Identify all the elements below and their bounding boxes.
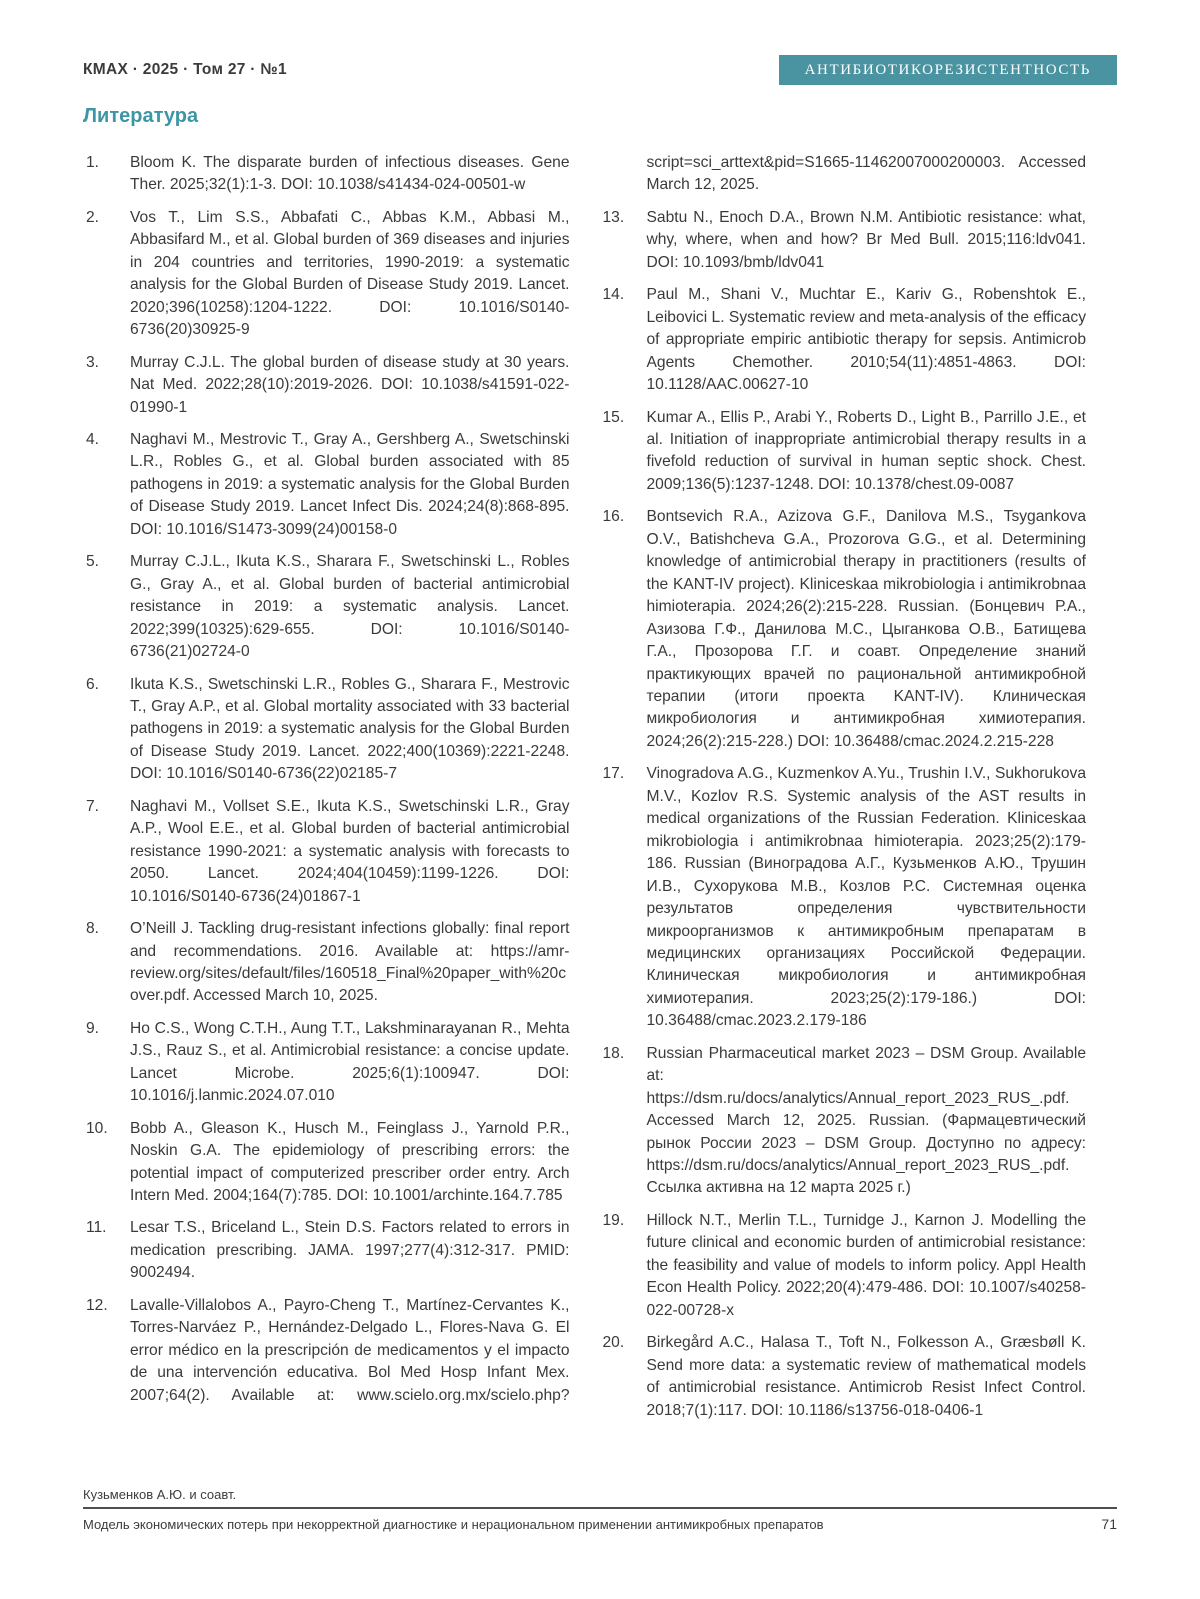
reference-item bbox=[86, 429, 570, 541]
reference-text: Kumar A., Ellis P., Arabi Y., Roberts D., Light B., Parrillo J.E., et al. Initiation of inappropriate antimicrobial therapy results in a fivefold reduction of survival in human septic shock. Chest. 2009;136(5):1237-1248. DOI: 10.1378/chest.09-0087 bbox=[646, 408, 1086, 493]
reference-text: Lavalle-Villalobos A., Payro-Cheng T., Martínez-Cervantes K., Torres-Narváez P., Hernández-Delgado L., Flores-Nava G. El error médico en la prescripción de medicamentos y el impacto de una intervención educativa. Bol Med Hosp Infant Mex. 2007;64(2). Available at: www.scielo.org.mx/scielo.php?script=sci_arttext&pid=S1665-11462007000200003. Accessed March 12, 2025. bbox=[130, 154, 1086, 1404]
running-authors: Кузьменков А.Ю. и соавт. bbox=[83, 1487, 237, 1502]
section-banner: АНТИБИОТИКОРЕЗИСТЕНТНОСТЬ bbox=[779, 55, 1117, 85]
reference-number: 3. bbox=[86, 353, 100, 371]
footer-divider bbox=[83, 1507, 1117, 1509]
reference-number: 2. bbox=[86, 208, 100, 226]
reference-text: O’Neill J. Tackling drug-resistant infections globally: final report and recommendations. 2016. Available at: https://amr-review.org/sites/default/files/160518_Final%20paper_with%20cover.pdf. Accessed March 10, 2025. bbox=[130, 920, 570, 1005]
references-heading: Литература bbox=[83, 105, 199, 127]
reference-item bbox=[86, 1118, 570, 1208]
reference-text: Paul M., Shani V., Muchtar E., Kariv G., Robenshtok E., Leibovici L. Systematic review and meta-analysis of the efficacy of appropriate empiric antibiotic therapy for sepsis. Antimicrob Agents Chemother. 2010;54(11):4851-4863. DOI: 10.1128/AAC.00627-10 bbox=[646, 286, 1086, 394]
reference-text: Bobb A., Gleason K., Husch M., Feinglass J., Yarnold P.R., Noskin G.A. The epidemiology of prescribing errors: the potential impact of computerized prescriber order entry. Arch Intern Med. 2004;164(7):785. DOI: 10.1001/archinte.164.7.785 bbox=[130, 1119, 570, 1205]
reference-text: Vinogradova A.G., Kuzmenkov A.Yu., Trushin I.V., Sukhorukova M.V., Kozlov R.S. Systemic analysis of the AST results in medical organizations of the Russian Federation. Kliniceskaa mikrobiologia i antimikrobnaa himioterapia. 2023;25(2):179-186. Russian (Виноградова А.Г., Кузьменков А.Ю., Трушин И.В., Сухорукова М.В., Козлов Р.С. Системная оценка результатов определения чувствительности микроорганизмов к антимикробным препаратам в медицинских организациях Российской Федерации. Клиническая микробиология и антимикробная химиотерапия. 2023;25(2):179-186.) DOI: 10.36488/cmac.2023.2.179-186 bbox=[646, 765, 1086, 1030]
reference-text: Hillock N.T., Merlin T.L., Turnidge J., Karnon J. Modelling the future clinical and economic burden of antimicrobial resistance: the feasibility and value of models to inform policy. Appl Health Econ Health Policy. 2022;20(4):479-486. DOI: 10.1007/s40258-022-00728-x bbox=[646, 1211, 1086, 1319]
reference-number: 6. bbox=[86, 675, 100, 693]
reference-number: 5. bbox=[86, 553, 100, 571]
reference-text: Lesar T.S., Briceland L., Stein D.S. Factors related to errors in medication prescribing. JAMA. 1997;277(4):312-317. PMID: 9002494. bbox=[130, 1219, 570, 1282]
reference-text: Bontsevich R.A., Azizova G.F., Danilova M.S., Tsygankova O.V., Batishcheva G.A., Prozorova G.G., et al. Determining knowledge of antimicrobial therapy in practitioners (results of the KANT-IV project). Kliniceskaa mikrobiologia i antimikrobnaa himioterapia. 2024;26(2):215-228. Russian. (Бонцевич Р.А., Азизова Г.Ф., Данилова М.С., Цыганкова О.В., Батищева Г.А., Прозорова Г.Г. и соавт. Определение знаний практикующих врачей по рациональной антимикробной терапии (итоги проекта KANT-IV). Клиническая микробиология и антимикробная химиотерапия. 2024;26(2):215-228.) DOI: 10.36488/cmac.2024.2.215-228 bbox=[646, 508, 1086, 750]
reference-text: Vos T., Lim S.S., Abbafati C., Abbas K.M., Abbasi M., Abbasifard M., et al. Global burden of 369 diseases and injuries in 204 countries and territories, 1990-2019: a systematic analysis for the Global Burden of Disease Study 2019. Lancet. 2020;396(10258):1204-1222. DOI: 10.1016/S0140-6736(20)30925-9 bbox=[130, 208, 570, 339]
reference-number: 7. bbox=[86, 797, 100, 815]
reference-number: 1. bbox=[86, 154, 100, 171]
reference-text: Murray C.J.L. The global burden of disease study at 30 years. Nat Med. 2022;28(10):2019-2026. DOI: 10.1038/s41591-022-01990-1 bbox=[130, 353, 570, 416]
reference-item bbox=[603, 407, 1087, 497]
reference-number: 4. bbox=[86, 430, 100, 448]
reference-item bbox=[603, 1210, 1087, 1322]
reference-number: 14. bbox=[602, 286, 625, 304]
reference-item bbox=[603, 284, 1087, 396]
page-header bbox=[83, 55, 1117, 85]
reference-text: Ikuta K.S., Swetschinski L.R., Robles G., Sharara F., Mestrovic T., Gray A.P., et al. Global mortality associated with 33 bacterial pathogens in 2019: a systematic analysis for the Global Burden of Disease Study 2019. Lancet. 2022;400(10369):2221-2248. DOI: 10.1016/S0140-6736(22)02185-7 bbox=[130, 675, 570, 783]
reference-number: 9. bbox=[86, 1019, 100, 1037]
reference-item bbox=[86, 152, 570, 197]
reference-item bbox=[603, 207, 1087, 274]
reference-text: Naghavi M., Mestrovic T., Gray A., Gershberg A., Swetschinski L.R., Robles G., et al. Global burden associated with 85 pathogens in 2019: a systematic analysis for the Global Burden of Disease Study 2019. Lancet Infect Dis. 2024;24(8):868-895. DOI: 10.1016/S1473-3099(24)00158-0 bbox=[130, 430, 570, 538]
reference-item bbox=[86, 674, 570, 786]
reference-number: 13. bbox=[602, 208, 625, 226]
reference-text: Sabtu N., Enoch D.A., Brown N.M. Antibiotic resistance: what, why, where, when and how? Br Med Bull. 2015;116:ldv041. DOI: 10.1093/bmb/ldv041 bbox=[646, 208, 1086, 271]
reference-item bbox=[86, 551, 570, 663]
reference-text: Murray C.J.L., Ikuta K.S., Sharara F., Swetschinski L., Robles G., Gray A., et al. Global burden of bacterial antimicrobial resistance in 2019: a systematic analysis. Lancet. 2022;399(10325):629-655. DOI: 10.1016/S0140-6736(21)02724-0 bbox=[130, 553, 570, 661]
reference-item bbox=[86, 1018, 570, 1108]
reference-text: Birkegård A.C., Halasa T., Toft N., Folkesson A., Græsbøll K. Send more data: a systematic review of mathematical models of antimicrobial resistance. Antimicrob Resist Infect Control. 2018;7(1):117. DOI: 10.1186/s13756-018-0406-1 bbox=[646, 1334, 1086, 1419]
reference-item bbox=[86, 796, 570, 908]
reference-number: 20. bbox=[602, 1334, 625, 1352]
running-article-title: Модель экономических потерь при некорректной диагностике и нерациональном применении антимикробных препаратов bbox=[83, 1517, 824, 1532]
reference-number: 16. bbox=[602, 508, 625, 526]
reference-text: Naghavi M., Vollset S.E., Ikuta K.S., Swetschinski L.R., Gray A.P., Wool E.E., et al. Global burden of bacterial antimicrobial resistance 1990-2021: a systematic analysis with forecasts to 2050. Lancet. 2024;404(10459):1199-1226. DOI: 10.1016/S0140-6736(24)01867-1 bbox=[130, 797, 570, 905]
reference-item bbox=[86, 352, 570, 419]
reference-item bbox=[603, 763, 1087, 1032]
page-number: 71 bbox=[1101, 1516, 1117, 1532]
reference-text: Bloom K. The disparate burden of infectious diseases. Gene Ther. 2025;32(1):1-3. DOI: 10.1038/s41434-024-00501-w bbox=[130, 154, 570, 194]
footer-row bbox=[83, 1516, 1117, 1532]
reference-number: 8. bbox=[86, 920, 100, 938]
reference-item bbox=[86, 918, 570, 1008]
reference-number: 15. bbox=[602, 408, 625, 426]
reference-number: 10. bbox=[86, 1119, 108, 1137]
reference-number: 18. bbox=[602, 1044, 625, 1062]
reference-item bbox=[603, 506, 1087, 753]
journal-issue-info: КМАХ · 2025 · Том 27 · №1 bbox=[83, 61, 287, 78]
page-footer bbox=[83, 1487, 1117, 1532]
reference-number: 19. bbox=[602, 1211, 625, 1229]
reference-number: 12. bbox=[86, 1296, 108, 1314]
reference-list bbox=[86, 152, 1086, 1422]
reference-item bbox=[603, 1332, 1087, 1422]
reference-item bbox=[86, 207, 570, 342]
reference-text: Ho C.S., Wong C.T.H., Aung T.T., Lakshminarayanan R., Mehta J.S., Rauz S., et al. Antimicrobial resistance: a concise update. Lancet Microbe. 2025;6(1):100947. DOI: 10.1016/j.lanmic.2024.07.010 bbox=[130, 1019, 570, 1105]
reference-number: 11. bbox=[86, 1219, 107, 1237]
reference-number: 17. bbox=[602, 765, 625, 783]
reference-text: Russian Pharmaceutical market 2023 – DSM Group. Available at: https://dsm.ru/docs/analytics/Annual_report_2023_RUS_.pdf. Accessed March 12, 2025. Russian. (Фармацевтический рынок России 2023 – DSM Group. Доступно по адресу: https://dsm.ru/docs/analytics/Annual_report_2023_RUS_.pdf. Ссылка активна на 12 марта 2025 г.) bbox=[646, 1044, 1086, 1197]
reference-item bbox=[86, 1217, 570, 1284]
reference-item bbox=[603, 1043, 1087, 1200]
